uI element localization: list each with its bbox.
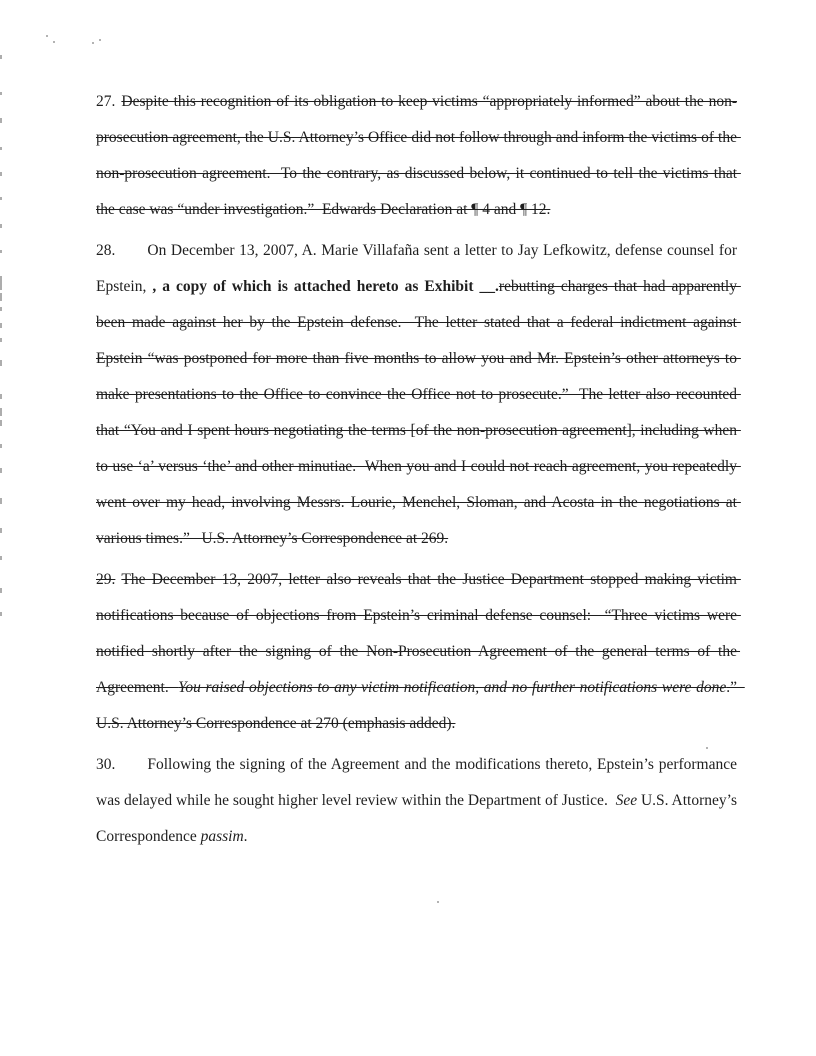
text-run: You raised objections to any victim notification, and no further notifications were done — [178, 679, 727, 696]
scan-edge-artifact — [0, 276, 2, 290]
text-run: U.S. Attorney’s Correspondence — [96, 792, 741, 845]
paragraph-number: 27. — [96, 93, 116, 110]
scan-speck-artifact — [46, 35, 48, 37]
text-run: , a copy of which is attached hereto as Exhibit __. — [152, 278, 499, 295]
scan-edge-artifact — [0, 55, 2, 59]
scan-edge-artifact — [0, 360, 2, 366]
scan-edge-artifact — [0, 612, 2, 616]
text-run: The December 13, 2007, letter also reveals that the Justice Department stopped making victim notifications because of objections from Epstein’s criminal defense counsel: “Three victims were notified shortly after the signing of the Non-Prosecution Agreement of the general terms of the Agreement. — [96, 571, 741, 696]
paragraph-28 — [96, 233, 741, 557]
scan-edge-artifact — [0, 92, 2, 95]
paragraph-30 — [96, 747, 741, 855]
scan-edge-artifact — [0, 444, 2, 448]
scan-edge-artifact — [0, 556, 2, 560]
scan-edge-artifact — [0, 528, 2, 533]
scan-edge-artifact — [0, 147, 2, 150]
scan-edge-artifact — [0, 307, 2, 311]
paragraph-27 — [96, 84, 741, 228]
text-run: passim — [200, 828, 244, 845]
text-run: . — [243, 828, 248, 845]
scan-speck-artifact — [706, 747, 708, 749]
document-body — [96, 84, 745, 855]
number-gap — [115, 254, 147, 255]
text-run: See — [615, 792, 638, 809]
scan-edge-artifact — [0, 420, 2, 426]
text-run: Despite this recognition of its obligation to keep victims “appropriately informed” about the non-prosecution agreement, the U.S. Attorney’s Office did not follow through and inform the victims of the non-prosecution agreement. To the contrary, as discussed below, it continued to tell the victims that the case was “under investigation.” Edwards Declaration at ¶ 4 and ¶ 12. — [96, 93, 741, 218]
scan-edge-artifact — [0, 468, 2, 473]
scan-edge-artifact — [0, 498, 2, 504]
paragraph-number: 28. — [96, 242, 116, 259]
text-run: Following the signing of the Agreement and the modifications thereto, Epstein’s performance was delayed while he sought higher level review within the Department of Justice. — [96, 756, 741, 809]
scan-edge-artifact — [0, 323, 2, 328]
scan-edge-artifact — [0, 394, 2, 399]
text-run: .” U.S. Attorney’s Correspondence at 270 (emphasis added). — [96, 679, 745, 732]
scan-speck-artifact — [53, 41, 55, 43]
scan-edge-artifact — [0, 172, 2, 176]
scan-edge-artifact — [0, 197, 2, 200]
scan-edge-artifact — [0, 408, 2, 416]
paragraph-number: 29. — [96, 571, 116, 588]
scan-speck-artifact — [99, 39, 101, 41]
scan-edge-artifact — [0, 250, 2, 253]
scan-edge-artifact — [0, 293, 2, 301]
number-gap — [115, 768, 147, 769]
scan-speck-artifact — [92, 42, 94, 44]
scan-edge-artifact — [0, 588, 2, 593]
scan-speck-artifact — [437, 901, 439, 903]
paragraph-number: 30. — [96, 756, 116, 773]
scan-edge-artifact — [0, 118, 2, 123]
scan-edge-artifact — [0, 224, 2, 228]
text-run: On December 13, 2007, A. Marie Villafaña sent a letter to Jay Lefkowitz, defense counsel for Epstein, — [96, 242, 741, 295]
scan-edge-artifact — [0, 338, 2, 342]
paragraph-29 — [96, 562, 745, 742]
text-run: rebutting charges that had apparently been made against her by the Epstein defense. The letter stated that a federal indictment against Epstein “was postponed for more than five months to allow you and Mr. Epstein’s other attorneys to make presentations to the Office to convince the Office not to prosecute.” The letter also recounted that “You and I spent hours negotiating the terms [of the non-prosecution agreement], including when to use ‘a’ versus ‘the’ and other minutiae. When you and I could not reach agreement, you repeatedly went over my head, involving Messrs. Lourie, Menchel, Sloman, and Acosta in the negotiations at various times.” U.S. Attorney’s Correspondence at 269. — [96, 278, 741, 547]
